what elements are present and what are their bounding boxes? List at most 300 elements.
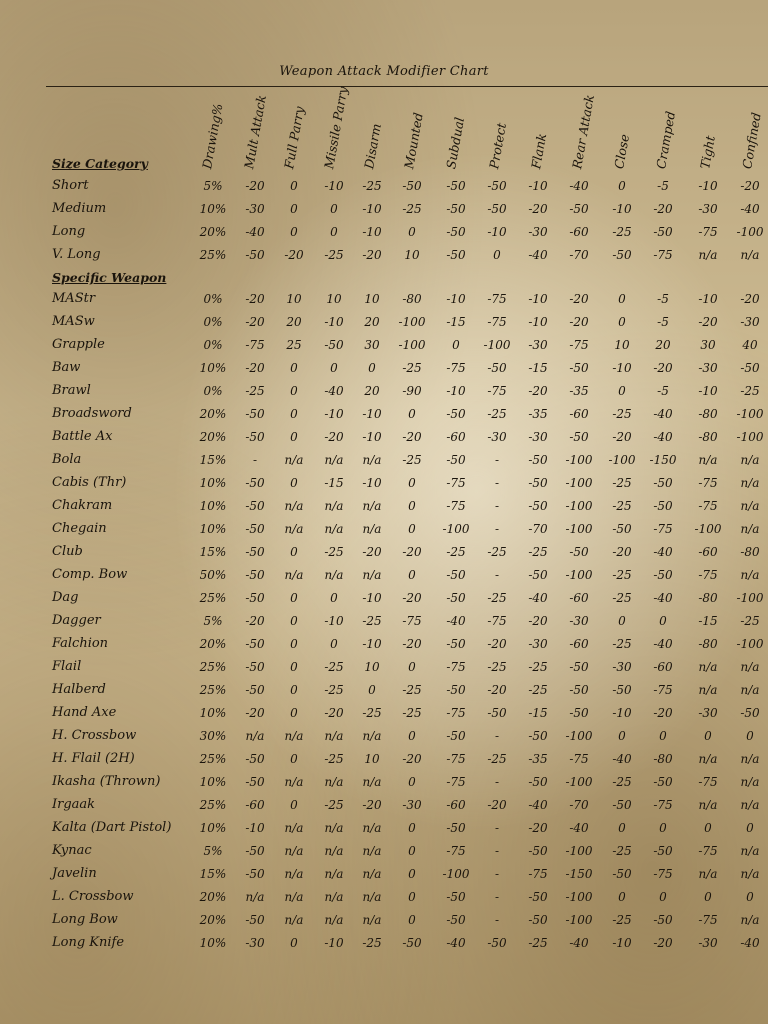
cell-rear-attack: -35 (569, 384, 589, 398)
cell-cramped: -75 (653, 683, 673, 697)
cell-drawing: 5% (203, 844, 223, 858)
cell-cramped: -80 (653, 752, 673, 766)
cell-drawing: 25% (199, 660, 227, 674)
column-header-label: Mult Attack (241, 93, 269, 170)
cell-full-parry: 0 (290, 476, 298, 490)
cell-mounted: 0 (408, 225, 416, 239)
cell-subdual: -10 (446, 292, 466, 306)
cell-full-parry: n/a (284, 913, 304, 927)
cell-tight: -30 (698, 361, 718, 375)
cell-flank: -20 (528, 821, 548, 835)
cell-disarm: n/a (362, 867, 382, 881)
table-row (0, 933, 768, 955)
cell-close: -50 (612, 522, 632, 536)
cell-missile-parry: -25 (324, 545, 344, 559)
cell-rear-attack: -150 (565, 867, 593, 881)
cell-mounted: 0 (408, 775, 416, 789)
cell-mult-attack: -50 (245, 660, 265, 674)
cell-flank: -40 (528, 798, 548, 812)
column-header-disarm (352, 92, 388, 172)
cell-disarm: -10 (362, 407, 382, 421)
cell-tight: n/a (698, 683, 718, 697)
cell-full-parry: n/a (284, 568, 304, 582)
cell-drawing: 20% (199, 430, 227, 444)
cell-mounted: 0 (408, 913, 416, 927)
cell-rear-attack: -50 (569, 683, 589, 697)
cell-protect: -20 (487, 637, 507, 651)
cell-protect: - (494, 568, 500, 582)
column-header-label: Confined (739, 111, 764, 170)
column-header-protect (477, 92, 513, 172)
cell-protect: -30 (487, 430, 507, 444)
cell-protect: -25 (487, 407, 507, 421)
cell-mounted: 10 (404, 248, 420, 262)
cell-subdual: -50 (446, 202, 466, 216)
cell-mounted: -90 (402, 384, 422, 398)
cell-mult-attack: -60 (245, 798, 265, 812)
cell-missile-parry: 0 (330, 591, 338, 605)
cell-disarm: n/a (362, 913, 382, 927)
table-row (0, 841, 768, 863)
cell-disarm: -25 (362, 936, 382, 950)
cell-tight: -75 (698, 913, 718, 927)
cell-mult-attack: -40 (245, 225, 265, 239)
cell-drawing: 10% (199, 361, 227, 375)
cell-mounted: -20 (402, 752, 422, 766)
cell-rear-attack: -100 (565, 729, 593, 743)
cell-mult-attack: -50 (245, 248, 265, 262)
cell-close: -10 (612, 361, 632, 375)
cell-mult-attack: -75 (245, 338, 265, 352)
cell-flank: -30 (528, 637, 548, 651)
row-label: Chakram (52, 498, 113, 513)
cell-close: -10 (612, 936, 632, 950)
cell-subdual: -75 (446, 844, 466, 858)
column-header-label: Close (611, 133, 633, 170)
row-label: Ikasha (Thrown) (52, 774, 161, 789)
cell-subdual: -75 (446, 660, 466, 674)
cell-protect: -50 (487, 179, 507, 193)
cell-close: -50 (612, 248, 632, 262)
row-label: Dagger (52, 613, 101, 628)
cell-close: -50 (612, 683, 632, 697)
table-row (0, 634, 768, 656)
cell-mounted: 0 (408, 407, 416, 421)
cell-disarm: -10 (362, 591, 382, 605)
cell-protect: -20 (487, 798, 507, 812)
cell-protect: -50 (487, 202, 507, 216)
cell-full-parry: 10 (286, 292, 302, 306)
column-header-missile-parry (312, 85, 351, 172)
cell-protect: - (494, 775, 500, 789)
cell-tight: -30 (698, 202, 718, 216)
cell-mounted: -25 (402, 202, 422, 216)
cell-confined: -100 (736, 591, 764, 605)
table-row (0, 222, 768, 244)
table-row (0, 772, 768, 794)
cell-missile-parry: 10 (326, 292, 342, 306)
cell-disarm: 20 (364, 315, 380, 329)
cell-mounted: -25 (402, 361, 422, 375)
cell-rear-attack: -100 (565, 476, 593, 490)
cell-subdual: -50 (446, 407, 466, 421)
cell-disarm: n/a (362, 844, 382, 858)
cell-close: -50 (612, 867, 632, 881)
cell-cramped: -40 (653, 430, 673, 444)
cell-missile-parry: n/a (324, 453, 344, 467)
cell-mounted: -20 (402, 430, 422, 444)
cell-missile-parry: n/a (324, 867, 344, 881)
cell-flank: -15 (528, 706, 548, 720)
cell-rear-attack: -60 (569, 637, 589, 651)
row-label: V. Long (52, 247, 101, 262)
cell-drawing: 10% (199, 775, 227, 789)
cell-subdual: -50 (446, 821, 466, 835)
cell-subdual: -50 (446, 225, 466, 239)
row-label: H. Crossbow (52, 728, 137, 743)
cell-confined: -80 (740, 545, 760, 559)
cell-flank: -25 (528, 683, 548, 697)
cell-mult-attack: -20 (245, 614, 265, 628)
cell-mounted: 0 (408, 867, 416, 881)
cell-drawing: 10% (199, 706, 227, 720)
cell-drawing: 30% (199, 729, 227, 743)
cell-close: -25 (612, 407, 632, 421)
cell-close: 0 (618, 179, 626, 193)
cell-cramped: 0 (659, 890, 667, 904)
cell-cramped: -75 (653, 867, 673, 881)
cell-mult-attack: - (252, 453, 258, 467)
cell-confined: 0 (746, 821, 754, 835)
cell-mult-attack: -50 (245, 867, 265, 881)
cell-cramped: -50 (653, 775, 673, 789)
cell-protect: -50 (487, 706, 507, 720)
cell-subdual: -50 (446, 683, 466, 697)
cell-missile-parry: -25 (324, 683, 344, 697)
cell-cramped: -20 (653, 202, 673, 216)
cell-rear-attack: -70 (569, 248, 589, 262)
cell-subdual: -100 (442, 867, 470, 881)
cell-confined: 40 (742, 338, 758, 352)
cell-missile-parry: -15 (324, 476, 344, 490)
cell-drawing: 5% (203, 614, 223, 628)
column-header-label: Drawing% (199, 102, 226, 170)
cell-close: -25 (612, 637, 632, 651)
cell-full-parry: 0 (290, 936, 298, 950)
cell-protect: -10 (487, 225, 507, 239)
cell-tight: 0 (704, 821, 712, 835)
cell-full-parry: 0 (290, 798, 298, 812)
table-row (0, 381, 768, 403)
cell-subdual: -50 (446, 453, 466, 467)
cell-drawing: 10% (199, 936, 227, 950)
cell-drawing: 15% (199, 867, 227, 881)
cell-confined: -100 (736, 637, 764, 651)
table-row (0, 404, 768, 426)
cell-close: -30 (612, 660, 632, 674)
cell-cramped: -60 (653, 660, 673, 674)
cell-missile-parry: -10 (324, 614, 344, 628)
cell-disarm: -10 (362, 476, 382, 490)
cell-full-parry: 0 (290, 752, 298, 766)
cell-tight: -75 (698, 844, 718, 858)
cell-confined: n/a (740, 248, 760, 262)
cell-mult-attack: -20 (245, 315, 265, 329)
cell-drawing: 15% (199, 453, 227, 467)
cell-rear-attack: -50 (569, 430, 589, 444)
cell-tight: -80 (698, 637, 718, 651)
cell-mounted: -80 (402, 292, 422, 306)
cell-flank: -35 (528, 752, 548, 766)
cell-cramped: -50 (653, 225, 673, 239)
cell-mounted: -20 (402, 637, 422, 651)
table-row (0, 496, 768, 518)
cell-mounted: -100 (398, 338, 426, 352)
cell-full-parry: 0 (290, 637, 298, 651)
cell-missile-parry: -10 (324, 179, 344, 193)
cell-confined: n/a (740, 453, 760, 467)
cell-protect: -75 (487, 614, 507, 628)
cell-drawing: 25% (199, 683, 227, 697)
cell-cramped: -50 (653, 476, 673, 490)
cell-confined: -20 (740, 292, 760, 306)
cell-rear-attack: -60 (569, 407, 589, 421)
cell-cramped: -5 (657, 179, 669, 193)
column-header-drawing (190, 92, 226, 172)
cell-disarm: -20 (362, 248, 382, 262)
column-header-label: Cramped (653, 110, 679, 170)
cell-missile-parry: -25 (324, 660, 344, 674)
cell-cramped: -75 (653, 798, 673, 812)
cell-confined: n/a (740, 476, 760, 490)
cell-tight: n/a (698, 752, 718, 766)
cell-tight: -60 (698, 545, 718, 559)
cell-subdual: -50 (446, 890, 466, 904)
row-label: Long Knife (52, 935, 125, 950)
cell-cramped: 20 (655, 338, 671, 352)
cell-close: 10 (614, 338, 630, 352)
cell-mounted: -50 (402, 936, 422, 950)
cell-disarm: n/a (362, 453, 382, 467)
cell-protect: -50 (487, 361, 507, 375)
cell-subdual: -60 (446, 430, 466, 444)
cell-drawing: 20% (199, 225, 227, 239)
column-header-label: Disarm (361, 122, 384, 170)
cell-protect: -75 (487, 292, 507, 306)
cell-missile-parry: -10 (324, 936, 344, 950)
column-header-mounted (392, 92, 428, 172)
cell-confined: n/a (740, 775, 760, 789)
cell-close: -25 (612, 844, 632, 858)
row-label: Long (52, 224, 86, 239)
row-label: Short (52, 178, 89, 193)
column-header-full-parry (272, 92, 308, 172)
cell-cramped: -40 (653, 637, 673, 651)
cell-close: -25 (612, 225, 632, 239)
cell-full-parry: 0 (290, 545, 298, 559)
cell-mounted: 0 (408, 729, 416, 743)
cell-confined: 0 (746, 729, 754, 743)
cell-disarm: 0 (368, 683, 376, 697)
cell-disarm: 20 (364, 384, 380, 398)
cell-flank: -50 (528, 890, 548, 904)
cell-flank: -50 (528, 453, 548, 467)
cell-protect: 0 (493, 248, 501, 262)
cell-confined: -40 (740, 936, 760, 950)
cell-flank: -10 (528, 292, 548, 306)
cell-disarm: -25 (362, 614, 382, 628)
cell-protect: - (494, 821, 500, 835)
cell-subdual: -50 (446, 179, 466, 193)
cell-mult-attack: -50 (245, 591, 265, 605)
cell-missile-parry: n/a (324, 568, 344, 582)
cell-close: -25 (612, 775, 632, 789)
cell-protect: - (494, 890, 500, 904)
table-row (0, 565, 768, 587)
cell-protect: - (494, 867, 500, 881)
cell-mult-attack: n/a (245, 890, 265, 904)
cell-cramped: -5 (657, 384, 669, 398)
cell-subdual: -50 (446, 591, 466, 605)
cell-disarm: n/a (362, 775, 382, 789)
cell-tight: n/a (698, 660, 718, 674)
cell-cramped: 0 (659, 729, 667, 743)
cell-drawing: 20% (199, 913, 227, 927)
cell-flank: -15 (528, 361, 548, 375)
cell-missile-parry: -25 (324, 798, 344, 812)
table-row (0, 657, 768, 679)
cell-mounted: -30 (402, 798, 422, 812)
cell-cramped: 0 (659, 821, 667, 835)
row-label: Kynac (52, 843, 92, 858)
cell-mult-attack: -50 (245, 844, 265, 858)
section-heading-size-category: Size Category (52, 156, 148, 171)
cell-close: 0 (618, 729, 626, 743)
table-row (0, 289, 768, 311)
row-label: Chegain (52, 521, 107, 536)
cell-cramped: -75 (653, 522, 673, 536)
cell-full-parry: n/a (284, 821, 304, 835)
cell-mult-attack: -50 (245, 775, 265, 789)
cell-missile-parry: -25 (324, 752, 344, 766)
cell-mult-attack: -50 (245, 522, 265, 536)
cell-close: -40 (612, 752, 632, 766)
cell-rear-attack: -100 (565, 913, 593, 927)
cell-disarm: 0 (368, 361, 376, 375)
cell-drawing: 5% (203, 179, 223, 193)
cell-disarm: -25 (362, 179, 382, 193)
cell-cramped: -40 (653, 591, 673, 605)
cell-full-parry: 0 (290, 225, 298, 239)
cell-protect: - (494, 729, 500, 743)
cell-subdual: -50 (446, 729, 466, 743)
cell-flank: -25 (528, 660, 548, 674)
cell-confined: -100 (736, 407, 764, 421)
cell-tight: -75 (698, 568, 718, 582)
row-label: Halberd (52, 682, 106, 697)
cell-subdual: -50 (446, 248, 466, 262)
cell-subdual: -60 (446, 798, 466, 812)
column-header-mult-attack (232, 92, 268, 172)
cell-flank: -40 (528, 591, 548, 605)
cell-confined: n/a (740, 499, 760, 513)
table-row (0, 312, 768, 334)
cell-subdual: -100 (442, 522, 470, 536)
cell-rear-attack: -70 (569, 798, 589, 812)
cell-tight: -80 (698, 407, 718, 421)
cell-close: -25 (612, 476, 632, 490)
row-label: Long Bow (52, 912, 118, 927)
cell-tight: n/a (698, 248, 718, 262)
cell-tight: -100 (694, 522, 722, 536)
cell-disarm: n/a (362, 890, 382, 904)
cell-mounted: -75 (402, 614, 422, 628)
cell-full-parry: n/a (284, 453, 304, 467)
table-row (0, 199, 768, 221)
cell-mounted: -50 (402, 179, 422, 193)
cell-flank: -50 (528, 913, 548, 927)
cell-confined: n/a (740, 568, 760, 582)
cell-mounted: -100 (398, 315, 426, 329)
cell-tight: -10 (698, 384, 718, 398)
cell-mult-attack: -30 (245, 202, 265, 216)
cell-confined: n/a (740, 660, 760, 674)
cell-drawing: 20% (199, 407, 227, 421)
cell-tight: n/a (698, 453, 718, 467)
cell-protect: -25 (487, 752, 507, 766)
cell-rear-attack: -100 (565, 890, 593, 904)
cell-tight: -10 (698, 179, 718, 193)
title-rule (46, 86, 768, 87)
table-row (0, 450, 768, 472)
row-label: Bola (52, 452, 82, 467)
cell-cramped: -50 (653, 913, 673, 927)
cell-drawing: 10% (199, 522, 227, 536)
cell-flank: -25 (528, 545, 548, 559)
cell-tight: -75 (698, 499, 718, 513)
cell-mult-attack: -20 (245, 292, 265, 306)
cell-confined: -100 (736, 225, 764, 239)
cell-rear-attack: -50 (569, 545, 589, 559)
cell-mult-attack: -50 (245, 568, 265, 582)
cell-mounted: 0 (408, 821, 416, 835)
cell-flank: -75 (528, 867, 548, 881)
cell-subdual: -25 (446, 545, 466, 559)
cell-drawing: 10% (199, 499, 227, 513)
cell-rear-attack: -100 (565, 844, 593, 858)
cell-rear-attack: -40 (569, 179, 589, 193)
row-label: Irgaak (52, 797, 96, 812)
cell-mounted: 0 (408, 568, 416, 582)
cell-drawing: 15% (199, 545, 227, 559)
cell-close: -20 (612, 430, 632, 444)
cell-close: -100 (608, 453, 636, 467)
cell-drawing: 0% (203, 292, 223, 306)
cell-drawing: 25% (199, 798, 227, 812)
cell-tight: 30 (700, 338, 716, 352)
column-header-label: Full Parry (281, 105, 307, 170)
cell-mounted: 0 (408, 890, 416, 904)
cell-flank: -20 (528, 202, 548, 216)
cell-mult-attack: -50 (245, 499, 265, 513)
cell-subdual: -50 (446, 913, 466, 927)
cell-confined: n/a (740, 683, 760, 697)
cell-full-parry: n/a (284, 890, 304, 904)
cell-flank: -50 (528, 775, 548, 789)
cell-flank: -50 (528, 476, 548, 490)
row-label: Javelin (52, 866, 97, 881)
cell-protect: - (494, 522, 500, 536)
